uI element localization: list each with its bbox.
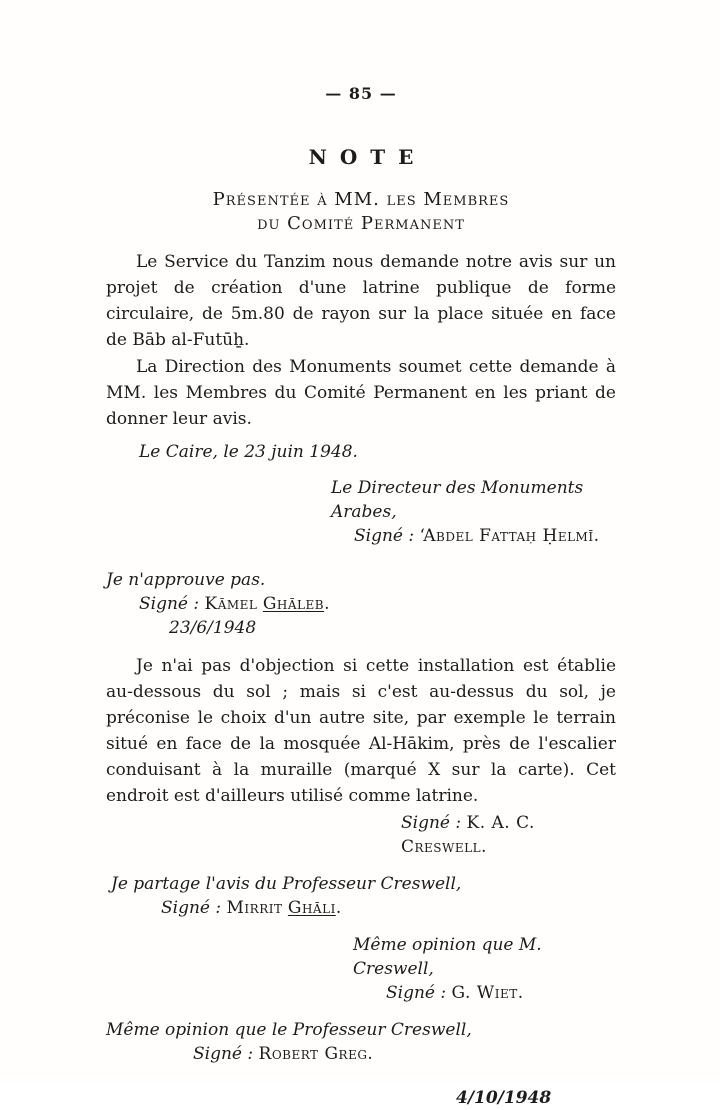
- greg-name: Robert Greg.: [258, 1044, 374, 1064]
- ghaleb-first-name: Kāmel: [204, 594, 258, 614]
- greg-remark: Même opinion que le Professeur Creswell,: [106, 1020, 472, 1040]
- director-signature-block: [106, 476, 616, 548]
- signe-label-director: Signé :: [354, 526, 415, 546]
- greg-signature-line: [193, 1042, 616, 1066]
- director-role: Le Directeur des Monuments Arabes,: [331, 478, 584, 522]
- ghaleb-last-name: Ghāleb: [262, 594, 325, 614]
- signe-label-ghaleb: Signé :: [139, 594, 200, 614]
- mirrit-signature-line: [161, 896, 616, 920]
- page-number: — 85 —: [325, 84, 397, 103]
- signe-label-mirrit: Signé :: [161, 898, 222, 918]
- ghaleb-date: 23/6/1948: [169, 618, 257, 638]
- dateline: Le Caire, le 23 juin 1948.: [139, 442, 358, 462]
- paragraph-tanzim-request: Le Service du Tanzim nous demande notre avis sur un projet de création d'une latrine publique de forme circulaire, de 5m.80 de rayon sur la place située en face de Bāb al-Futūẖ.: [106, 252, 616, 350]
- wiet-name: G. Wiet.: [451, 983, 524, 1003]
- wiet-remark: Même opinion que M. Creswell,: [353, 935, 542, 979]
- subtitle-line-2: du Comité Permanent: [257, 213, 465, 234]
- ghaleb-remark: Je n'approuve pas.: [106, 570, 266, 590]
- director-signature-line: [354, 524, 616, 548]
- signe-label-wiet: Signé :: [386, 983, 447, 1003]
- ghaleb-name-period: .: [324, 594, 330, 614]
- subtitle-line-1: Présentée à MM. les Membres: [212, 189, 510, 210]
- creswell-name: K. A. C. Creswell.: [401, 813, 535, 857]
- ghaleb-note-block: [106, 568, 616, 640]
- wiet-signature-line: [386, 981, 616, 1005]
- paragraph-creswell-opinion: Je n'ai pas d'objection si cette installation est établie au-dessous du sol ; mais si c'est au-dessus du sol, je préconise le choix d'un autre site, par exemple le terrain situé en face de la mosquée Al-Hākim, près de l'escalier conduisant à la muraille (marqué X sur la carte). Cet endroit est d'ailleurs utilisé comme latrine.: [106, 656, 616, 806]
- mirrit-last-name: Ghāli: [287, 898, 336, 918]
- director-name: ‘Abdel Fattaḥ Ḥelmī.: [419, 526, 600, 546]
- wiet-note-block: [106, 933, 616, 1005]
- mirrit-note-block: [106, 872, 616, 920]
- creswell-signature-line: [401, 811, 616, 859]
- mirrit-remark: Je partage l'avis du Professeur Creswell,: [111, 874, 462, 894]
- page-title: NOTE: [308, 145, 427, 169]
- greg-note-block: [106, 1018, 616, 1066]
- ghaleb-signature-line: [139, 592, 616, 616]
- paragraph-direction-monuments: La Direction des Monuments soumet cette demande à MM. les Membres du Comité Permanent en les priant de donner leur avis.: [106, 357, 616, 429]
- mirrit-first-name: Mirrit: [226, 898, 283, 918]
- footer-date: 4/10/1948: [456, 1088, 552, 1108]
- signe-label-creswell: Signé :: [401, 813, 462, 833]
- signe-label-greg: Signé :: [193, 1044, 254, 1064]
- mirrit-name-period: .: [335, 898, 342, 918]
